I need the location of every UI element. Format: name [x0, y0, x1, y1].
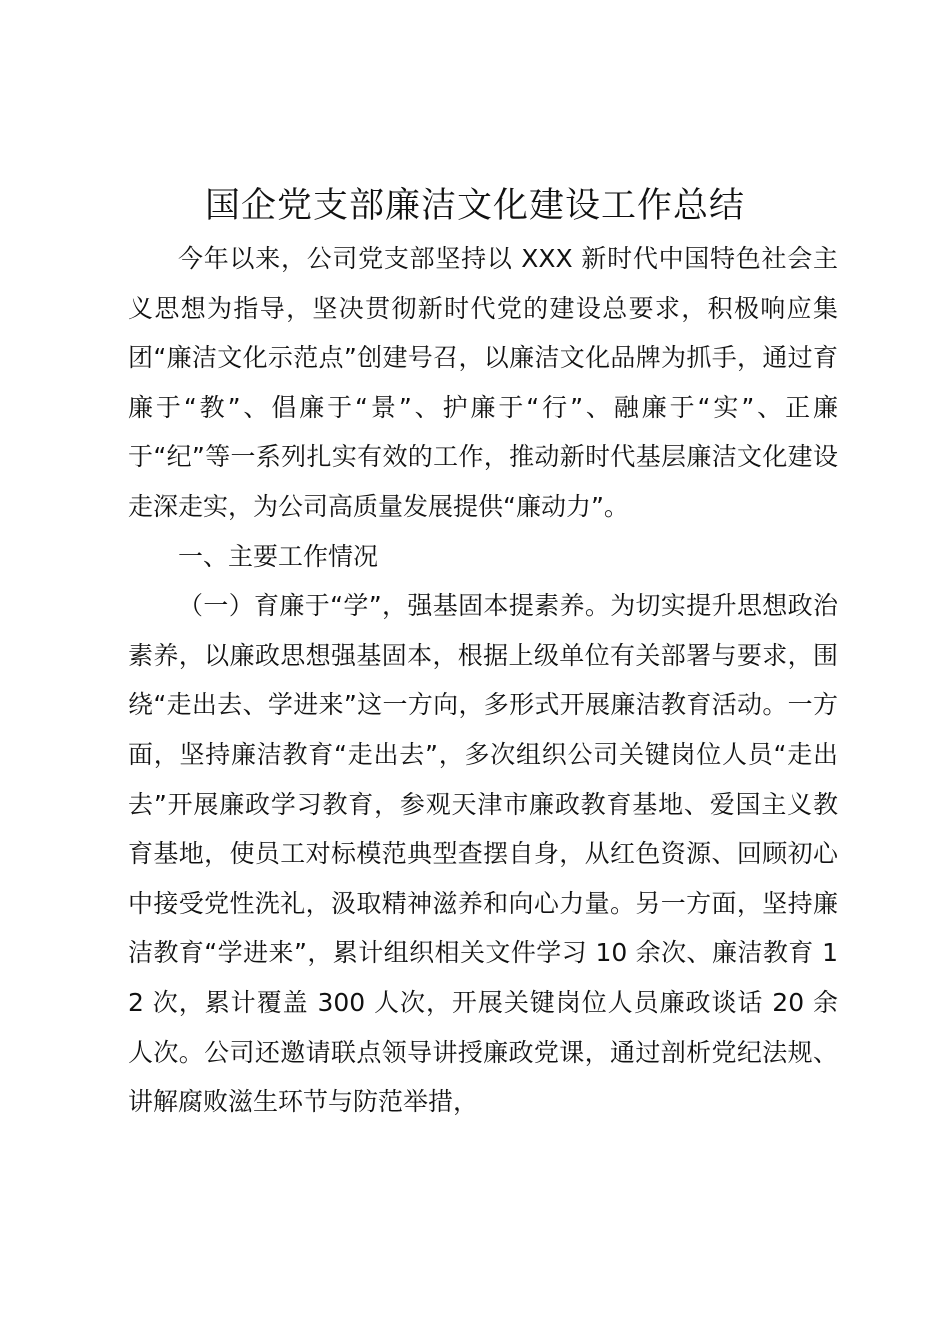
subsection-paragraph: （一）育廉于“学”，强基固本提素养。为切实提升思想政治素养，以廉政思想强基固本，根据上级单位有关部署与要求，围绕“走出去、学进来”这一方向，多形式开展廉洁教育活动。一方面，坚持廉洁教育“走出去”，多次组织公司关键岗位人员“走出去”开展廉政学习教育，参观天津市廉政教育基地、爱国主义教育基地，使员工对标模范典型查摆自身，从红色资源、回顾初心中接受党性洗礼，汲取精神滋养和向心力量。另一方面，坚持廉洁教育“学进来”，累计组织相关文件学习 10 余次、廉洁教育 12 次，累计覆盖 300 人次，开展关键岗位人员廉政谈话 20 余人次。公司还邀请联点领导讲授廉政党课，通过剖析党纪法规、讲解腐败滋生环节与防范举措， — [128, 591, 838, 1117]
document-body — [128, 234, 838, 1127]
section-heading: 一、主要工作情况 — [178, 541, 379, 571]
intro-paragraph: 今年以来，公司党支部坚持以 XXX 新时代中国特色社会主义思想为指导，坚决贯彻新时代党的建设总要求，积极响应集团“廉洁文化示范点”创建号召，以廉洁文化品牌为抓手，通过育廉于“教”、倡廉于“景”、护廉于“行”、融廉于“实”、正廉于“纪”等一系列扎实有效的工作，推动新时代基层廉洁文化建设走深走实，为公司高质量发展提供“廉动力”。 — [128, 244, 838, 521]
document-title: 国企党支部廉洁文化建设工作总结 — [204, 186, 745, 226]
